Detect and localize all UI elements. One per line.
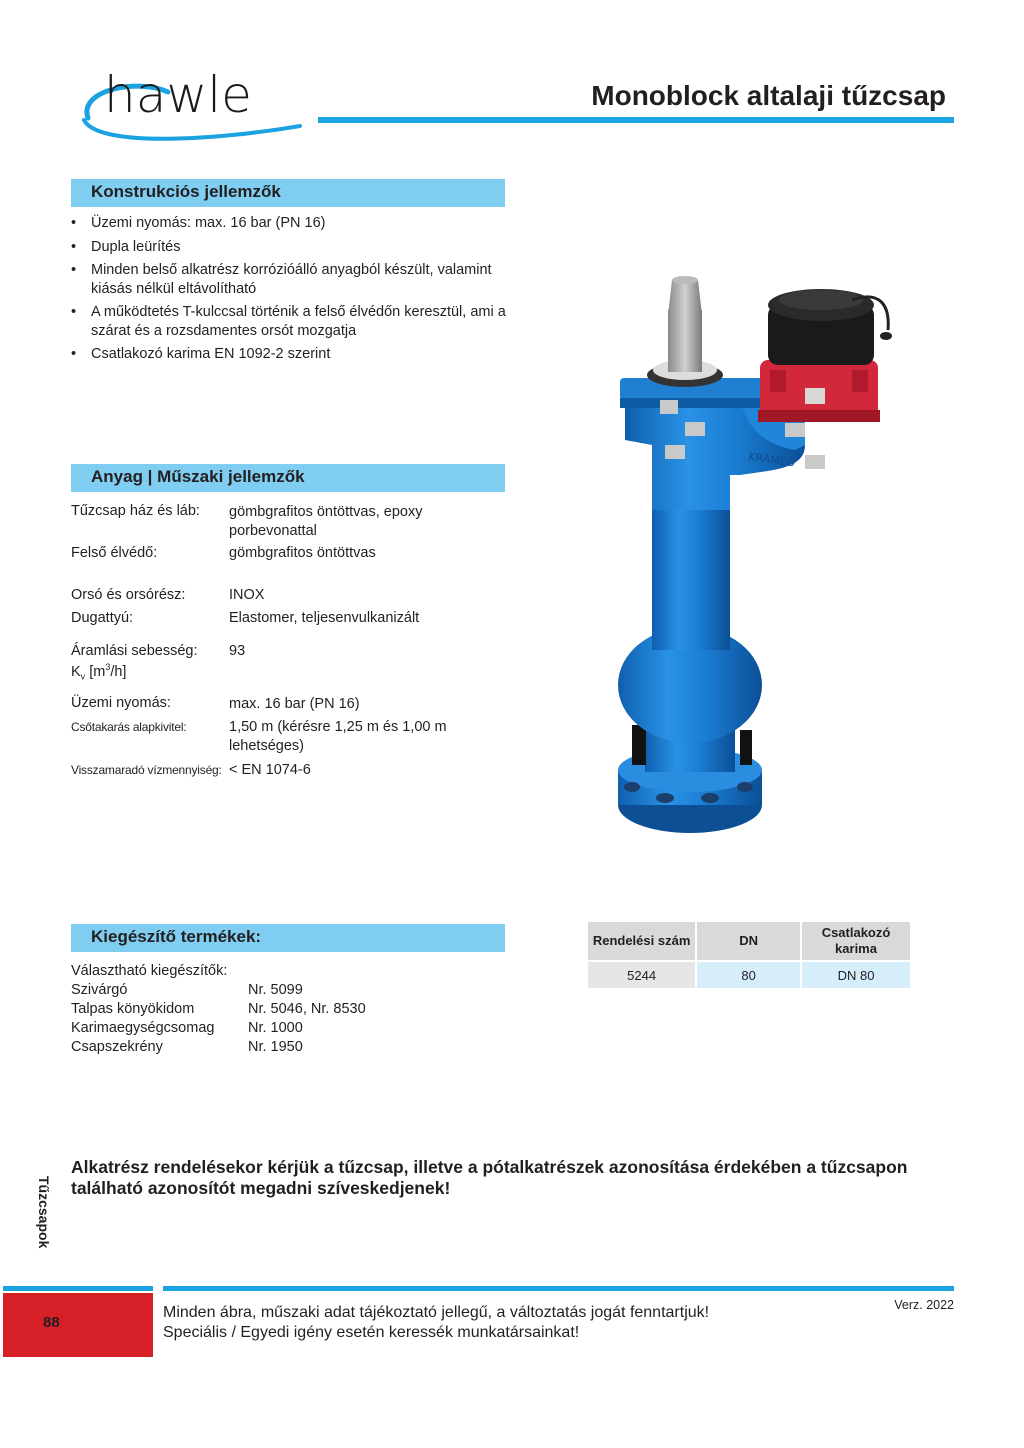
footer-rule [3, 1286, 153, 1291]
order-number-cell: 5244 [588, 961, 696, 988]
materials-section-title: Anyag | Műszaki jellemzők [91, 467, 305, 486]
hawle-logo-text: hawle [104, 66, 252, 124]
accessory-name: Talpas könyökidom [71, 1001, 195, 1017]
spec-label: Visszamaradó vízmennyiség: [71, 763, 222, 777]
spec-value: max. 16 bar (PN 16) [229, 696, 360, 712]
accessories-section-header [71, 924, 505, 952]
spec-label: Dugattyú: [71, 610, 134, 626]
spec-value: gömbgrafitos öntöttvas, epoxy porbevonattal [229, 504, 423, 539]
spec-value: 1,50 m (kérésre 1,25 m és 1,00 m lehetséges) [229, 719, 447, 754]
accessory-number: Nr. 1000 [248, 1020, 303, 1036]
construction-section-header [71, 179, 505, 207]
flange-cell: DN 80 [801, 961, 911, 988]
disclaimer-line: Speciális / Egyedi igény esetén keressék munkatársainkat! [163, 1324, 580, 1341]
spec-value: Elastomer, teljesenvulkanizált [229, 610, 420, 626]
bullet-item: • Minden belső alkatrész korrózióálló anyagból készült, valamint kiásás nélkül eltávolítható [71, 261, 511, 298]
table-row [588, 961, 911, 988]
spec-label: Tűzcsap ház és láb: [71, 503, 200, 519]
spare-parts-notice: Alkatrész rendelésekor kérjük a tűzcsap, illetve a pótalkatrészek azonosítása érdekében a tűzcsapon található azonosítót megadni szíveskedjenek! [71, 1157, 908, 1198]
spec-label: Orsó és orsórész: [71, 587, 186, 603]
accessory-number: Nr. 1950 [248, 1039, 303, 1055]
disclaimer-line: Minden ábra, műszaki adat tájékoztató jellegű, a változtatás jogát fenntartjuk! [163, 1304, 710, 1321]
accessories-section-title: Kiegészítő termékek: [91, 927, 262, 946]
spec-value: < EN 1074-6 [229, 762, 311, 778]
order-table [588, 922, 912, 988]
construction-section-title: Konstrukciós jellemzők [91, 182, 281, 201]
fire-hydrant-image [590, 270, 900, 850]
footer-rule [163, 1286, 954, 1291]
dn-cell: 80 [696, 961, 801, 988]
page-number: 88 [43, 1314, 60, 1331]
spec-value: gömbgrafitos öntöttvas [229, 545, 376, 561]
spec-label: Csőtakarás alapkivitel: [71, 720, 187, 734]
svg-text:KRAMEO: KRAMEO [747, 450, 796, 470]
title-rule [318, 117, 954, 123]
bullet-item: • Csatlakozó karima EN 1092-2 szerint [71, 345, 511, 364]
version-label: Verz. 2022 [894, 1298, 954, 1312]
page-title: Monoblock altalaji tűzcsap [591, 80, 946, 111]
accessory-name: Csapszekrény [71, 1039, 163, 1055]
accessory-name: Szivárgó [71, 982, 128, 998]
accessory-number: Nr. 5046, Nr. 8530 [248, 1001, 366, 1017]
bullet-item: • Dupla leürítés [71, 238, 511, 257]
materials-section-header [71, 464, 505, 492]
dn-header: DN [696, 922, 801, 961]
spec-value: INOX [229, 587, 265, 603]
spec-label: Áramlási sebesség: [71, 643, 198, 659]
spec-label: Üzemi nyomás: [71, 695, 171, 711]
page-number-box [3, 1293, 153, 1357]
accessory-number: Nr. 5099 [248, 982, 303, 998]
spec-label: Felső élvédő: [71, 545, 158, 561]
accessory-name: Karimaegységcsomag [71, 1020, 215, 1036]
bullet-item: • Üzemi nyomás: max. 16 bar (PN 16) [71, 214, 511, 233]
side-category-label: Tűzcsapok [36, 1176, 52, 1249]
construction-bullet-list [71, 214, 511, 369]
footer-disclaimer [163, 1303, 709, 1343]
flow-coefficient-label: $K_v$ $[m^3/h]$ [71, 662, 127, 682]
flange-header: Csatlakozó karima [801, 922, 911, 961]
bullet-item: • A működtetés T-kulccsal történik a felső élvédőn keresztül, ami a szárat és a rozsdamentes orsót mozgatja [71, 303, 511, 340]
spec-value: 93 [229, 643, 246, 659]
order-number-header: Rendelési szám [588, 922, 696, 961]
accessories-intro: Választható kiegészítők: [71, 963, 228, 979]
